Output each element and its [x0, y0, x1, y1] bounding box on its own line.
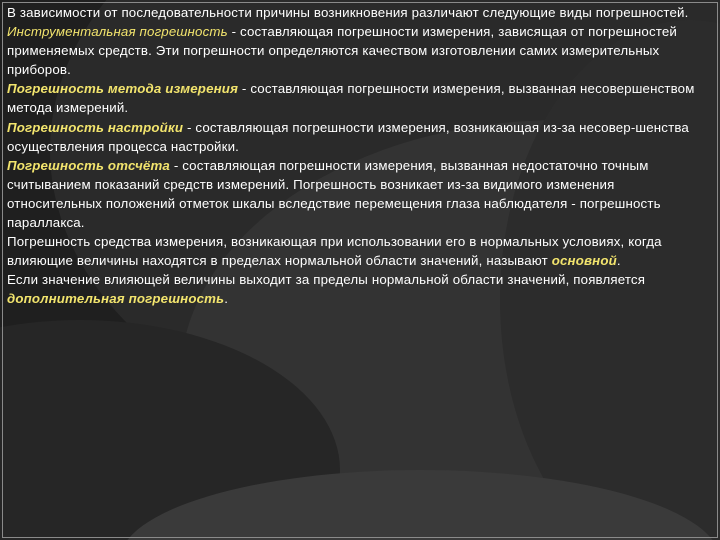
term-method: Погрешность метода измерения	[7, 81, 239, 97]
slide-text	[7, 3, 712, 309]
def-setup: - составляющая погрешности измерения, возникающая из-за несовер-шенства осуществления процесса настройки.	[7, 119, 689, 154]
def-reading: - составляющая погрешности измерения, вызванная недостаточно точным считыванием показаний средств измерений. Погрешность возникает из-за видимого изменения относительных положений отметок шкалы вследствие перемещения глаза наблюдателя - погрешность параллакса.	[7, 157, 661, 231]
term-basic: основной	[551, 253, 617, 269]
para-additional-a: Если значение влияющей величины выходит за пределы нормальной области значений, появляется	[7, 272, 646, 288]
term-setup: Погрешность настройки	[7, 119, 184, 135]
term-reading: Погрешность отсчёта	[7, 157, 170, 173]
term-additional: дополнительная погрешность	[7, 291, 225, 307]
def-method: - составляющая погрешности измерения, вызванная несовершенством метода измерений.	[7, 81, 695, 116]
para-basic-a: Погрешность средства измерения, возникающая при использовании его в нормальных условиях, когда влияющие величины находятся в пределах нормальной области значений, называют	[7, 234, 662, 269]
def-instrumental: - составляющая погрешности измерения, зависящая от погрешностей применяемых средств. Эти погрешности определяются качеством изготовлении самих измерительных приборов.	[7, 24, 677, 78]
term-instrumental: Инструментальная погрешность	[7, 24, 228, 40]
intro-text: В зависимости от последовательности причины возникновения различают следующие виды погрешностей.	[7, 5, 689, 20]
para-additional-b: .	[224, 291, 229, 307]
para-basic-b: .	[616, 253, 621, 269]
